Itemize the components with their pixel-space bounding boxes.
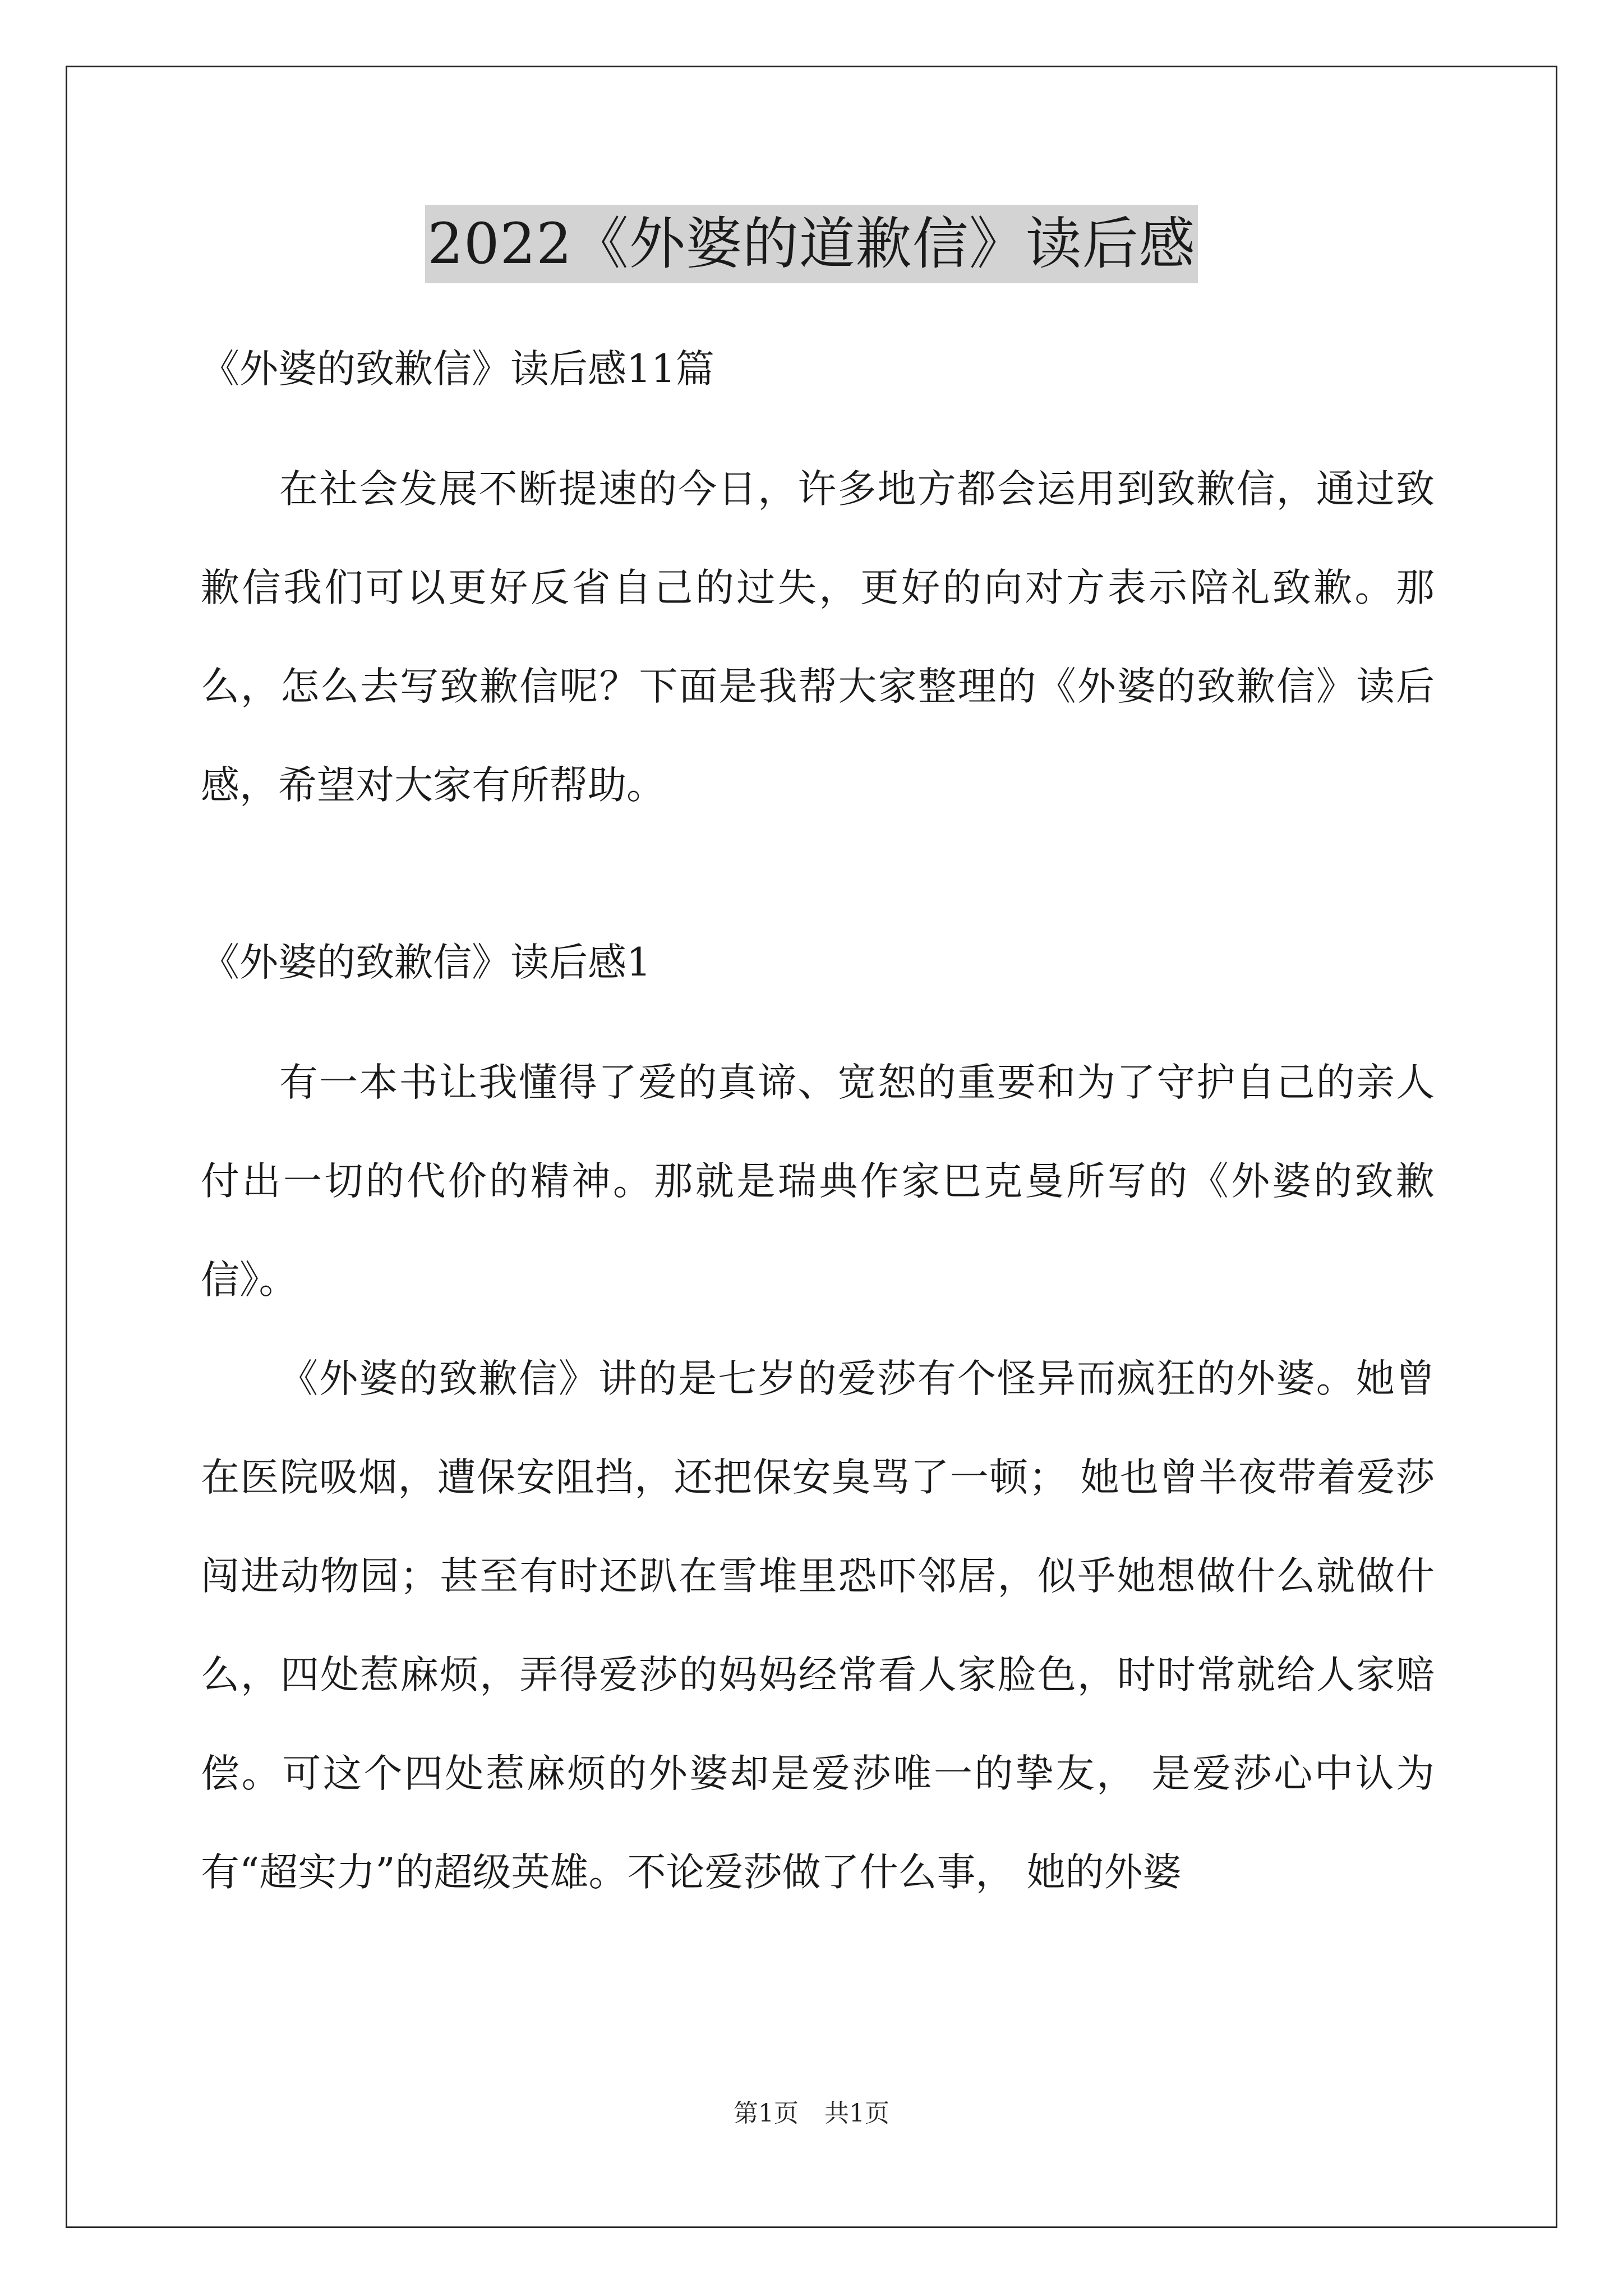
page-number: 第1页 xyxy=(734,2099,799,2128)
paragraph-intro: 在社会发展不断提速的今日，许多地方都会运用到致歉信，通过致歉信我们可以更好反省自己的过失，更好的向对方表示陪礼致歉。那么，怎么去写致歉信呢？下面是我帮大家整理的《外婆的致歉信》读后感，希望对大家有所帮助。 xyxy=(201,467,1435,808)
paragraph-1: 有一本书让我懂得了爱的真谛、宽恕的重要和为了守护自己的亲人付出一切的代价的精神。那就是瑞典作家巴克曼所写的《外婆的致歉信》。 xyxy=(201,1060,1435,1303)
section-heading-intro: 《外婆的致歉信》读后感11篇 xyxy=(201,347,714,392)
document-title: 2022《外婆的道歉信》读后感 xyxy=(425,205,1198,283)
page-footer xyxy=(0,2097,1623,2131)
paragraph-2: 《外婆的致歉信》讲的是七岁的爱莎有个怪异而疯狂的外婆。她曾在医院吸烟，遭保安阻挡，还把保安臭骂了一顿； 她也曾半夜带着爱莎闯进动物园；甚至有时还趴在雪堆里恐吓邻居，似乎她想做什么就做什么，四处惹麻烦，弄得爱莎的妈妈经常看人家脸色，时时常就给人家赔偿。可这个四处惹麻烦的外婆却是爱莎唯一的挚友， 是爱莎心中认为有“超实力”的超级英雄。不论爱莎做了什么事， 她的外婆 xyxy=(201,1356,1435,1895)
document-body xyxy=(201,342,1435,1922)
page-total: 共1页 xyxy=(824,2099,889,2128)
section-heading-1: 《外婆的致歉信》读后感1 xyxy=(201,940,651,985)
title-wrap xyxy=(0,205,1623,283)
